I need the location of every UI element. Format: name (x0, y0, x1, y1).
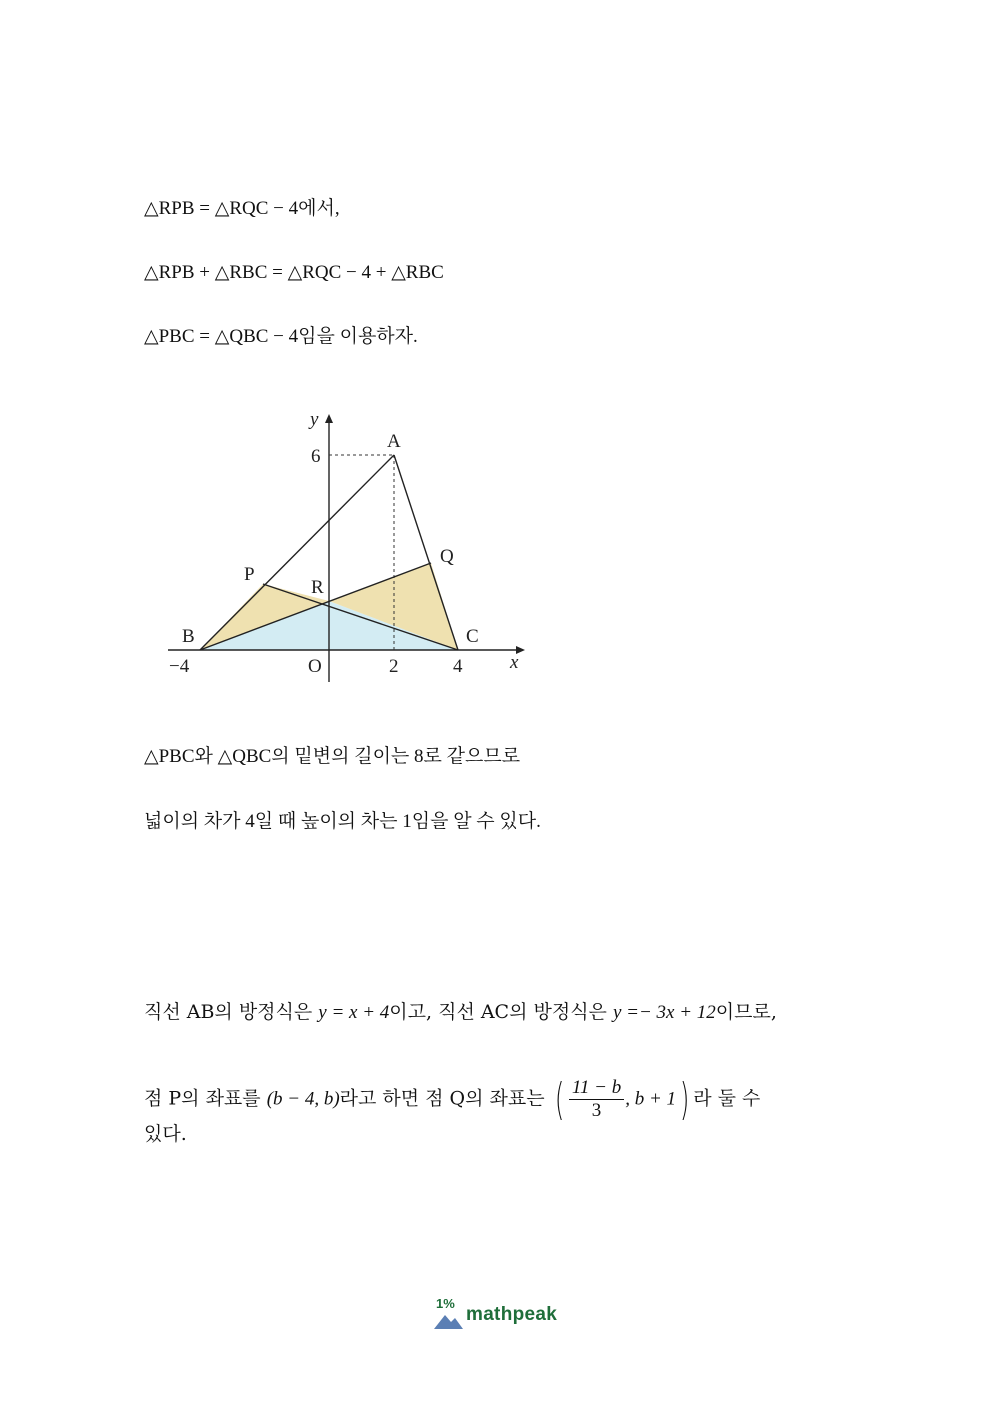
text-line-3: △PBC = △QBC − 4임을 이용하자. (144, 326, 418, 347)
coordinate-figure (160, 400, 540, 690)
text-line-4: △PBC와 △QBC의 밑변의 길이는 8로 같으므로 (144, 746, 521, 767)
text-line-1: △RPB = △RQC − 4에서, (144, 198, 340, 219)
logo-percent: 1% (436, 1296, 455, 1311)
tick-label-6: 6 (311, 446, 321, 467)
equation-ab: y = x + 4 (318, 1002, 390, 1023)
equation-ac: y =− 3x + 12 (612, 1002, 716, 1023)
fraction-q-x: $\frac{11 - b}{3}$ (569, 1077, 624, 1122)
axis-label-x: x (510, 652, 519, 673)
point-label-a: A (387, 431, 401, 452)
text-line-7: 점 P의 좌표를 (b − 4, b)라고 하면 점 Q의 좌표는 ( $\frac{11 - b}{3}$ , b + 1) 라 둘 수 (144, 1073, 761, 1125)
axis-label-y: y (310, 409, 319, 430)
point-label-q: Q (440, 546, 454, 567)
point-label-r: R (311, 577, 324, 598)
tick-label-minus-4: −4 (169, 656, 190, 677)
mathpeak-logo (432, 1296, 572, 1336)
point-label-p: P (244, 564, 255, 585)
y-axis-arrow (325, 414, 333, 423)
origin-label: O (308, 656, 322, 677)
mountain-icon (434, 1312, 464, 1330)
text-line-2: △RPB + △RBC = △RQC − 4 + △RBC (144, 262, 444, 283)
tick-label-2: 2 (389, 656, 399, 677)
point-label-b: B (182, 626, 195, 647)
text-line-6: 직선 AB의 방정식은 y = x + 4이고, 직선 AC의 방정식은 y =− 3x + 12이므로, (144, 1001, 777, 1023)
point-label-c: C (466, 626, 479, 647)
tick-label-4: 4 (453, 656, 463, 677)
logo-word: mathpeak (466, 1304, 558, 1325)
point-p-coords: (b − 4, b) (266, 1088, 340, 1110)
text-line-5: 넓이의 차가 4일 때 높이의 차는 1임을 알 수 있다. (144, 811, 541, 832)
text-line-8: 있다. (144, 1123, 187, 1145)
